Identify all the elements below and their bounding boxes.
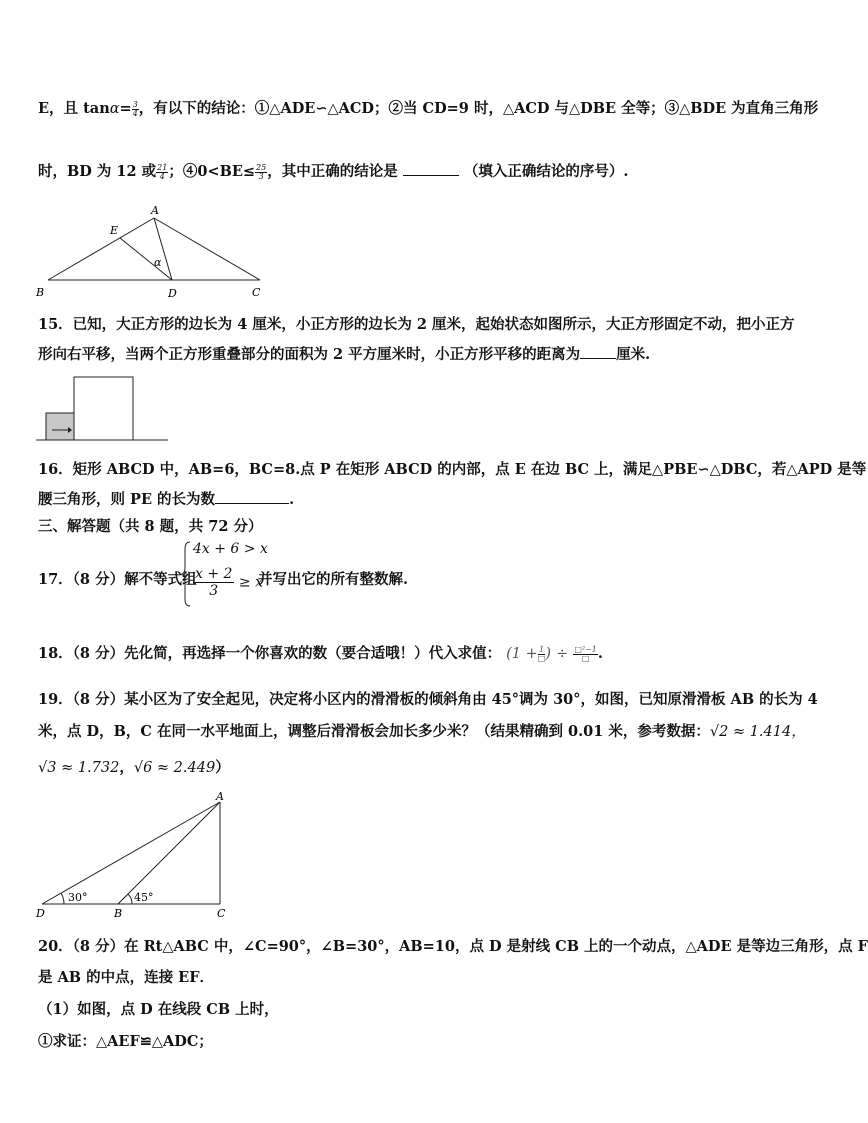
- q18-text: 18．（8 分）先化简，再选择一个你喜欢的数（要合适哦！）代入求值：: [38, 645, 502, 662]
- label-d: D: [168, 287, 177, 300]
- section-title: 三、解答题（共 8 题，共 72 分）: [38, 518, 263, 535]
- q15-text-b: 厘米.: [616, 346, 651, 363]
- q18-div: ÷: [556, 646, 569, 662]
- q19-close: ）: [215, 759, 230, 776]
- bd-fraction: [156, 164, 168, 181]
- q19-sqrt2: √2 ≈ 1.414，: [709, 724, 806, 740]
- q17-inequality-1: 4x + 6 > x: [193, 541, 268, 557]
- q19-line3: [38, 756, 230, 777]
- q19-sep: ，: [119, 759, 134, 776]
- q14-line1: [38, 97, 818, 118]
- q15-line2: [38, 343, 650, 364]
- q15-answer-blank[interactable]: [580, 344, 616, 359]
- q17-brace: [182, 541, 192, 607]
- q14-text-d: ；④0<BE≤: [168, 163, 256, 180]
- q20-line4: ①求证：△AEF≌△ADC；: [38, 1033, 213, 1050]
- q14-answer-blank[interactable]: [403, 161, 459, 176]
- q17-inequality-2: [193, 566, 263, 599]
- q14-text-e: ，其中正确的结论是: [267, 163, 398, 180]
- tan-num: 3: [132, 99, 138, 109]
- arc-30: [61, 893, 64, 904]
- tan-fraction: [132, 101, 139, 118]
- segment-ed: [120, 238, 172, 280]
- q17-frac-num: x + 2: [195, 566, 233, 582]
- segment-ac: [154, 218, 260, 280]
- q14-text-f: （填入正确结论的序号）.: [463, 163, 629, 180]
- q14-text-a: E，且 tan: [38, 100, 110, 117]
- segment-ba: [118, 802, 220, 904]
- be-fraction: [255, 164, 267, 181]
- label-a: A: [216, 790, 224, 803]
- q18-line: [38, 642, 603, 663]
- segment-ba: [48, 218, 154, 280]
- q18-expr-open: (1 +: [506, 646, 538, 662]
- segment-da: [42, 802, 220, 904]
- q14-text-c: 时，BD 为 12 或: [38, 163, 157, 180]
- label-c: C: [252, 286, 261, 299]
- tan-den: 4: [132, 108, 138, 118]
- eq-sign: =: [119, 100, 132, 117]
- q17-relation: ≥ x: [238, 574, 263, 591]
- q19-line2: [38, 720, 806, 741]
- label-e: E: [110, 224, 119, 237]
- q18-f1-num: 1: [539, 644, 545, 654]
- bd-den: 4: [159, 171, 165, 181]
- q20-line3: （1）如图，点 D 在线段 CB 上时，: [38, 1001, 279, 1018]
- q17-frac-den: 3: [209, 583, 219, 599]
- q18-fraction-2: [573, 646, 598, 663]
- q18-end: .: [597, 645, 603, 662]
- q19-sqrt6: √6 ≈ 2.449: [133, 760, 216, 776]
- q19-figure: [30, 788, 245, 923]
- q14-figure: [30, 200, 270, 305]
- alpha-symbol: α: [109, 101, 120, 117]
- be-num: 25: [256, 162, 267, 172]
- q18-f1-den: □: [537, 653, 546, 663]
- q17-fraction: [193, 566, 234, 599]
- q18-f2-num: □²−1: [574, 644, 597, 654]
- q20-line1: 20．（8 分）在 Rt△ABC 中，∠C=90°，∠B=30°，AB=10，点 D 是射线 CB 上的一个动点，△ADE 是等边三角形，点 F: [38, 938, 868, 955]
- label-alpha: α: [154, 256, 162, 269]
- angle-30-label: 30°: [68, 891, 88, 904]
- q16-line1: 16．矩形 ABCD 中，AB=6，BC=8.点 P 在矩形 ABCD 的内部，点 E 在边 BC 上，满足△PBE∽△DBC，若△APD 是等: [38, 461, 867, 478]
- label-b: B: [114, 907, 123, 920]
- q14-text-b: ，有以下的结论：①△ADE∽△ACD；②当 CD=9 时，△ACD 与△DBE 全等；③△BDE 为直角三角形: [138, 100, 819, 117]
- q17-prefix: 17．（8 分）解不等式组: [38, 571, 197, 588]
- q16-answer-blank[interactable]: [215, 489, 289, 504]
- bd-num: 21: [157, 162, 168, 172]
- label-a: A: [151, 204, 159, 217]
- label-c: C: [217, 907, 226, 920]
- q18-f2-den: □: [581, 653, 590, 663]
- q19-sqrt3: √3 ≈ 1.732: [38, 760, 120, 776]
- q19-line1: 19．（8 分）某小区为了安全起见，决定将小区内的滑滑板的倾斜角由 45°调为 30°，如图，已知原滑滑板 AB 的长为 4: [38, 691, 818, 708]
- q18-expr-close: ): [545, 646, 552, 662]
- q15-figure: [36, 373, 171, 445]
- angle-45-label: 45°: [134, 891, 154, 904]
- small-square: [46, 413, 74, 440]
- q16-text-a: 腰三角形，则 PE 的长为数: [38, 491, 216, 508]
- q16-text-b: .: [289, 491, 295, 508]
- label-d: D: [36, 907, 45, 920]
- arc-45: [128, 894, 132, 904]
- q17-suffix: 并写出它的所有整数解.: [258, 571, 409, 588]
- large-square: [74, 377, 133, 440]
- q15-line1: 15．已知，大正方形的边长为 4 厘米，小正方形的边长为 2 厘米，起始状态如图所示，大正方形固定不动，把小正方: [38, 316, 795, 333]
- q20-line2: 是 AB 的中点，连接 EF．: [38, 969, 214, 986]
- q15-text-a: 形向右平移，当两个正方形重叠部分的面积为 2 平方厘米时，小正方形平移的距离为: [38, 346, 581, 363]
- be-den: 3: [258, 171, 264, 181]
- q19-text-a: 米，点 D，B，C 在同一水平地面上，调整后滑滑板会加长多少米？（结果精确到 0.01 米，参考数据：: [38, 723, 710, 740]
- label-b: B: [36, 286, 45, 299]
- q14-line2: [38, 160, 628, 181]
- q16-line2: [38, 488, 294, 509]
